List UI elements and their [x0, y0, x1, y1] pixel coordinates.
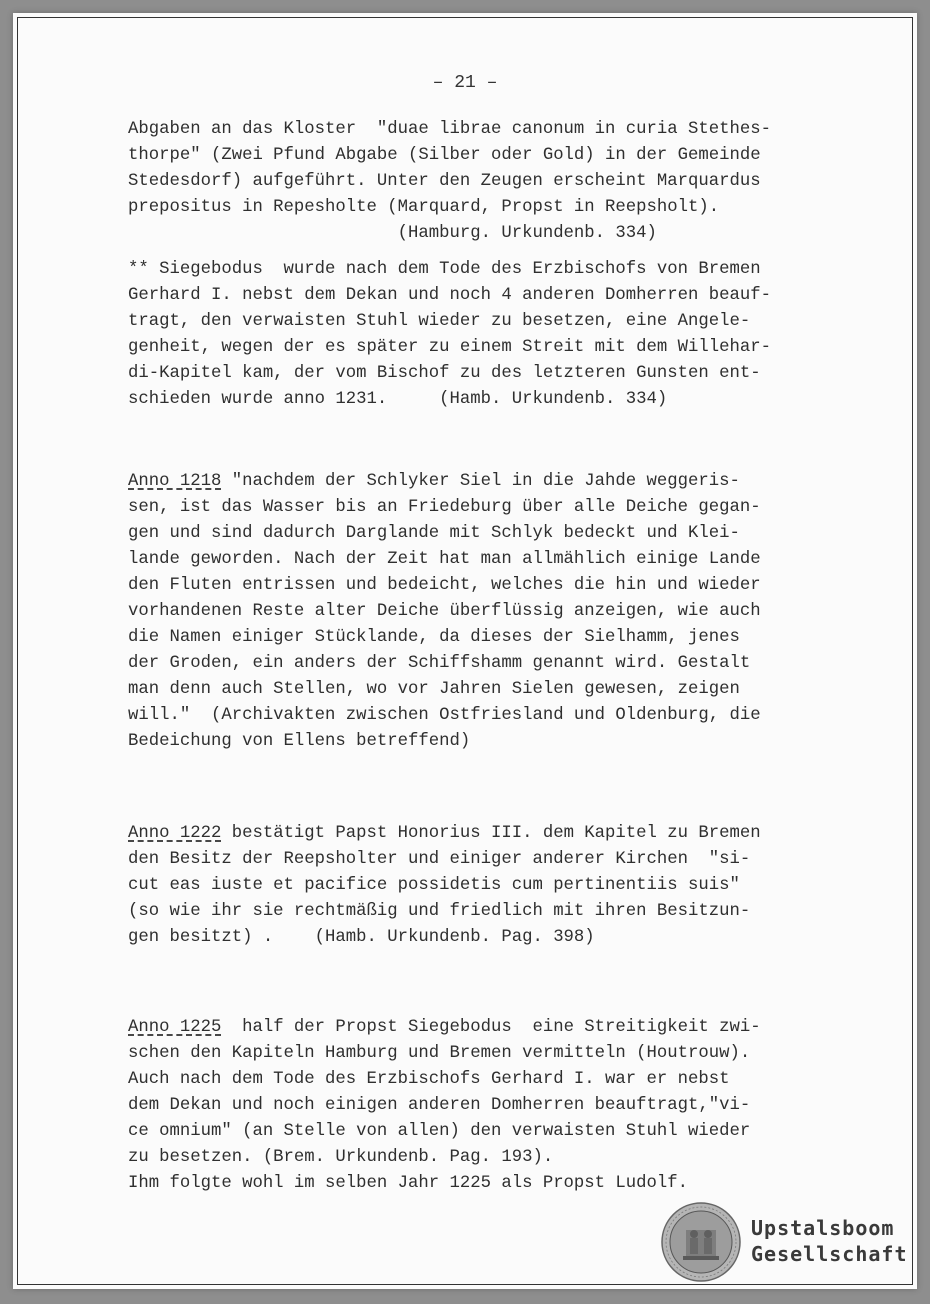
footnote-line: genheit, wegen der es später zu einem Streit mit dem Willehar-: [128, 338, 771, 357]
entry-1225-line: Ihm folgte wohl im selben Jahr 1225 als Propst Ludolf.: [128, 1174, 689, 1193]
entry-1218-line: vorhandenen Reste alter Deiche überflüssig anzeigen, wie auch: [128, 602, 761, 621]
text-line: prepositus in Repesholte (Marquard, Propst in Reepsholt).: [128, 198, 720, 217]
entry-1225-line: ce omnium" (an Stelle von allen) den verwaisten Stuhl wieder: [128, 1122, 751, 1141]
entry-1218-line: will." (Archivakten zwischen Ostfriesland und Oldenburg, die: [128, 706, 761, 725]
entry-1218-line: die Namen einiger Stücklande, da dieses der Sielhamm, jenes: [128, 628, 740, 647]
entry-1225-line: Anno 1225 half der Propst Siegebodus eine Streitigkeit zwi-: [128, 1018, 761, 1037]
year-heading-1225: Anno 1225: [128, 1018, 222, 1037]
text-line: Abgaben an das Kloster "duae librae canonum in curia Stethes-: [128, 120, 771, 139]
entry-1218-line: man denn auch Stellen, wo vor Jahren Sielen gewesen, zeigen: [128, 680, 740, 699]
entry-1218-line: Bedeichung von Ellens betreffend): [128, 732, 471, 751]
footnote-line: Gerhard I. nebst dem Dekan und noch 4 anderen Domherren beauf-: [128, 286, 771, 305]
logo-text-line1: Upstalsboom: [751, 1216, 895, 1240]
entry-1222-line: den Besitz der Reepsholter und einiger anderer Kirchen "si-: [128, 850, 751, 869]
entry-1225-line: schen den Kapiteln Hamburg und Bremen vermitteln (Houtrouw).: [128, 1044, 751, 1063]
text-line: thorpe" (Zwei Pfund Abgabe (Silber oder Gold) in der Gemeinde: [128, 146, 761, 165]
entry-1225-line: dem Dekan und noch einigen anderen Domherren beauftragt,"vi-: [128, 1096, 751, 1115]
logo-text-line2: Gesellschaft: [751, 1242, 908, 1266]
entry-1218-line: sen, ist das Wasser bis an Friedeburg über alle Deiche gegan-: [128, 498, 761, 517]
entry-1222-line: gen besitzt) . (Hamb. Urkundenb. Pag. 398): [128, 928, 595, 947]
year-heading-1222: Anno 1222: [128, 824, 222, 843]
entry-1218-line: den Fluten entrissen und bedeicht, welches die hin und wieder: [128, 576, 761, 595]
footnote-line: tragt, den verwaisten Stuhl wieder zu besetzen, eine Angele-: [128, 312, 751, 331]
entry-1218-line: Anno 1218 "nachdem der Schlyker Siel in die Jahde weggeris-: [128, 472, 740, 491]
footnote-line: ** Siegebodus wurde nach dem Tode des Erzbischofs von Bremen: [128, 260, 761, 279]
entry-1222-line: Anno 1222 bestätigt Papst Honorius III. dem Kapitel zu Bremen: [128, 824, 761, 843]
seal-logo-icon: [661, 1202, 741, 1282]
entry-1218-line: der Groden, ein anders der Schiffshamm genannt wird. Gestalt: [128, 654, 751, 673]
citation-line: (Hamburg. Urkundenb. 334): [128, 224, 657, 243]
entry-1225-line: zu besetzen. (Brem. Urkundenb. Pag. 193).: [128, 1148, 554, 1167]
entry-1218-line: lande geworden. Nach der Zeit hat man allmählich einige Lande: [128, 550, 761, 569]
entry-1218-line: gen und sind dadurch Darglande mit Schlyk bedeckt und Klei-: [128, 524, 740, 543]
footnote-line: schieden wurde anno 1231. (Hamb. Urkundenb. 334): [128, 390, 668, 409]
footnote-line: di-Kapitel kam, der vom Bischof zu des letzteren Gunsten ent-: [128, 364, 761, 383]
year-heading-1218: Anno 1218: [128, 472, 222, 491]
page-number: – 21 –: [432, 73, 498, 93]
entry-1222-line: (so wie ihr sie rechtmäßig und friedlich mit ihren Besitzun-: [128, 902, 751, 921]
entry-1225-line: Auch nach dem Tode des Erzbischofs Gerhard I. war er nebst: [128, 1070, 730, 1089]
entry-1222-line: cut eas iuste et pacifice possidetis cum pertinentiis suis": [128, 876, 740, 895]
text-line: Stedesdorf) aufgeführt. Unter den Zeugen erscheint Marquardus: [128, 172, 761, 191]
document-page: [13, 13, 917, 1289]
